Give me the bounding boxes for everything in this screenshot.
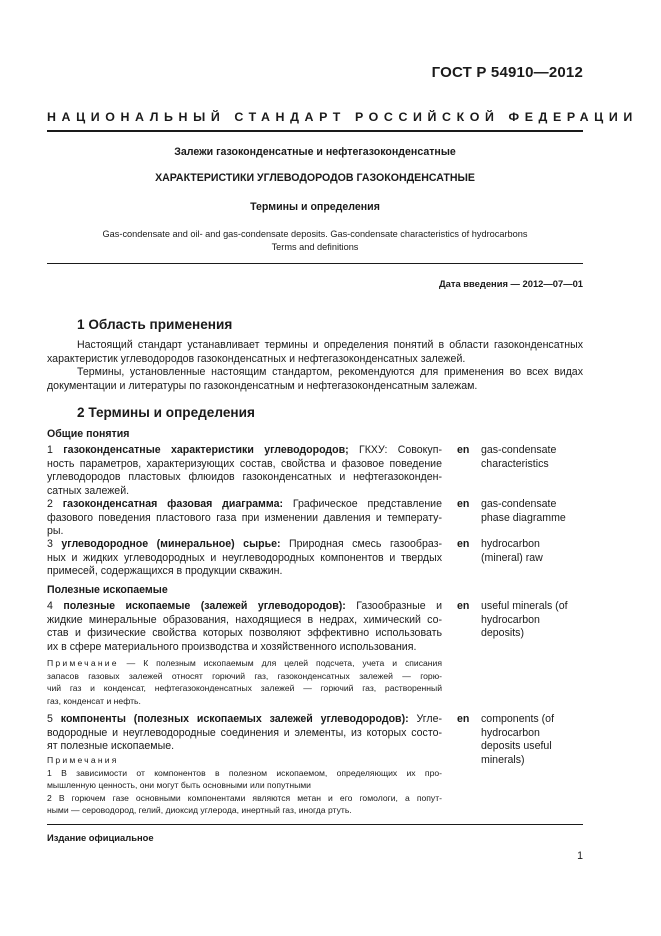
term-first-line: [47, 444, 442, 458]
english-term-line: minerals): [481, 753, 525, 766]
english-equivalent-4: [481, 600, 568, 641]
language-tag: en: [457, 600, 470, 612]
term-first-line: [47, 538, 442, 552]
term-entry-2: [47, 498, 442, 539]
term-definition-line: ных и жидких углеводородных и неуглеводородных компонентов и твердых: [47, 551, 442, 564]
english-term-line: (mineral) raw: [481, 551, 543, 564]
term-definition-line: ят полезные ископаемые.: [47, 740, 175, 753]
subhead-useful-minerals: Полезные ископаемые: [47, 584, 168, 596]
term-number: 5: [47, 713, 53, 725]
section-1-paragraph-2: [47, 366, 583, 393]
term-name: углеводородное (минеральное) сырье:: [61, 538, 281, 550]
english-equivalent-5: [481, 713, 554, 767]
english-equivalent-1: [481, 444, 556, 471]
term-definition-start: Газообразные и: [345, 600, 443, 612]
english-term-line: gas-condensate: [481, 444, 557, 456]
term-entry-5: [47, 713, 442, 754]
english-term-line: hydrocarbon: [481, 726, 540, 739]
term-entry-1: [47, 444, 442, 498]
paragraph-line: документации и литературы по газоконденсатным и нефтегазоконденсатным залежам.: [47, 379, 478, 392]
english-term-line: characteristics: [481, 457, 549, 470]
english-term-line: useful minerals (of: [481, 600, 568, 612]
note-label: Примечание: [47, 658, 119, 668]
term-definition-line: ность параметров, характеризующих состав, свойства и фазовое поведение: [47, 457, 442, 470]
header-rule: [47, 130, 583, 132]
term-first-line: [47, 713, 442, 727]
language-tag: en: [457, 538, 470, 550]
national-standard-banner: НАЦИОНАЛЬНЫЙ СТАНДАРТ РОССИЙСКОЙ ФЕДЕРАЦИИ: [47, 110, 638, 124]
section-1-heading: 1 Область применения: [77, 317, 233, 332]
term-entry-4: [47, 600, 442, 654]
term-definition-line: сатных залежей.: [47, 484, 130, 497]
english-term-line: components (of: [481, 713, 555, 725]
term-definition-start: Графическое представление: [283, 498, 442, 510]
english-term-line: gas-condensate: [481, 498, 557, 510]
introduction-date: Дата введения — 2012—07—01: [438, 278, 583, 289]
term-definition-line: ры.: [47, 525, 64, 538]
term-definition-start: ГКХУ: Совокуп-: [348, 444, 442, 456]
english-term-line: hydrocarbon: [481, 613, 540, 626]
term-definition-start: Угле-: [408, 713, 442, 725]
term-definition-line: углеводородов пластовых флюидов газоконденсатных и нефтегазоконден-: [47, 471, 442, 484]
note-text-start: — К полезным ископаемым для целей подсчета, учета и списания: [118, 658, 442, 668]
term-entry-3: [47, 538, 442, 579]
standard-number: ГОСТ Р 54910—2012: [431, 64, 583, 81]
section-2-heading: 2 Термины и определения: [77, 405, 255, 420]
term-first-line: [47, 498, 442, 512]
english-term-line: deposits useful: [481, 740, 552, 753]
notes-label: Примечания: [47, 755, 119, 765]
term-name: полезные ископаемые (залежей углеводородов):: [63, 600, 346, 612]
language-tag: en: [457, 713, 470, 725]
note-line: ными — сероводород, гелий, диоксид углерода, инертный газ, иногда ртуть.: [47, 805, 352, 816]
term-name: компоненты (полезных ископаемых залежей углеводородов):: [60, 713, 409, 725]
term-definition-start: Природная смесь газообраз-: [280, 538, 442, 550]
section-1-paragraph-1: [47, 339, 583, 366]
term-first-line: [47, 600, 442, 614]
term-name: газоконденсатная фазовая диаграмма:: [62, 498, 284, 510]
paragraph-line: Термины, установленные настоящим стандартом, рекомендуются для применения во всех видах: [77, 366, 583, 378]
official-edition-label: Издание официальное: [47, 832, 154, 843]
subhead-general-concepts: Общие понятия: [47, 428, 130, 440]
language-tag: en: [457, 498, 470, 510]
term-number: 2: [47, 498, 53, 510]
note-term-4: [47, 657, 442, 707]
note-line: газ, конденсат и нефть.: [47, 695, 141, 706]
english-term-line: deposits): [481, 627, 524, 640]
english-term-line: phase diagramme: [481, 511, 566, 524]
note-line: мышленную ценность, они могут быть основными или попутными: [47, 780, 311, 791]
note-line: чий газ и конденсат, нефтегазоконденсатных залежей — горючий газ, растворенный: [47, 683, 442, 694]
paragraph-line: характеристик углеводородов газоконденсатных и нефтегазоконденсатных залежей.: [47, 352, 466, 365]
term-number: 3: [47, 538, 53, 550]
title-line-1: Залежи газоконденсатные и нефтегазоконденсатные: [174, 146, 456, 158]
note-line: 1 В зависимости от компонентов в полезном ископаемом, определяющих их про-: [47, 767, 442, 778]
english-equivalent-2: [481, 498, 566, 525]
language-tag: en: [457, 444, 470, 456]
english-title-line-1: Gas-condensate and oil- and gas-condensate deposits. Gas-condensate characteristics of hydrocarbons: [102, 229, 528, 239]
english-term-line: hydrocarbon: [481, 538, 540, 550]
title-line-3: Термины и определения: [250, 201, 380, 213]
term-definition-line: водородные и неуглеводородные соединения и элементы, из которых состо-: [47, 726, 442, 739]
title-line-2: ХАРАКТЕРИСТИКИ УГЛЕВОДОРОДОВ ГАЗОКОНДЕНСАТНЫЕ: [155, 172, 475, 184]
term-number: 4: [47, 600, 53, 612]
notes-term-5: [47, 754, 442, 817]
footer-rule: [47, 824, 583, 825]
page-number: 1: [577, 850, 583, 862]
term-name: газоконденсатные характеристики углеводородов;: [63, 444, 349, 456]
term-definition-line: фазового поведения пластового газа при изменении давления и температу-: [47, 511, 442, 524]
english-equivalent-3: [481, 538, 543, 565]
term-definition-line: жидкие минеральные образования, находящиеся в недрах, химический со-: [47, 613, 442, 626]
note-line: 2 В горючем газе основными компонентами являются метан и его гомологи, а попут-: [47, 792, 442, 803]
paragraph-line: Настоящий стандарт устанавливает термины и определения понятий в области газоконденсатных: [77, 339, 583, 351]
term-number: 1: [47, 444, 53, 456]
term-definition-line: став и физические свойства которых позволяют эффективно использовать: [47, 627, 442, 640]
english-title-line-2: Terms and definitions: [271, 242, 359, 252]
title-rule: [47, 263, 583, 264]
note-first-line: [47, 657, 442, 670]
term-definition-line: примесей, содержащихся в продукции скважин.: [47, 565, 283, 578]
note-line: запасов газовых залежей относят горючий газ, газоконденсатных залежей — горю-: [47, 670, 442, 681]
term-definition-line: их в сфере материального производства и хозяйственного использования.: [47, 640, 417, 653]
